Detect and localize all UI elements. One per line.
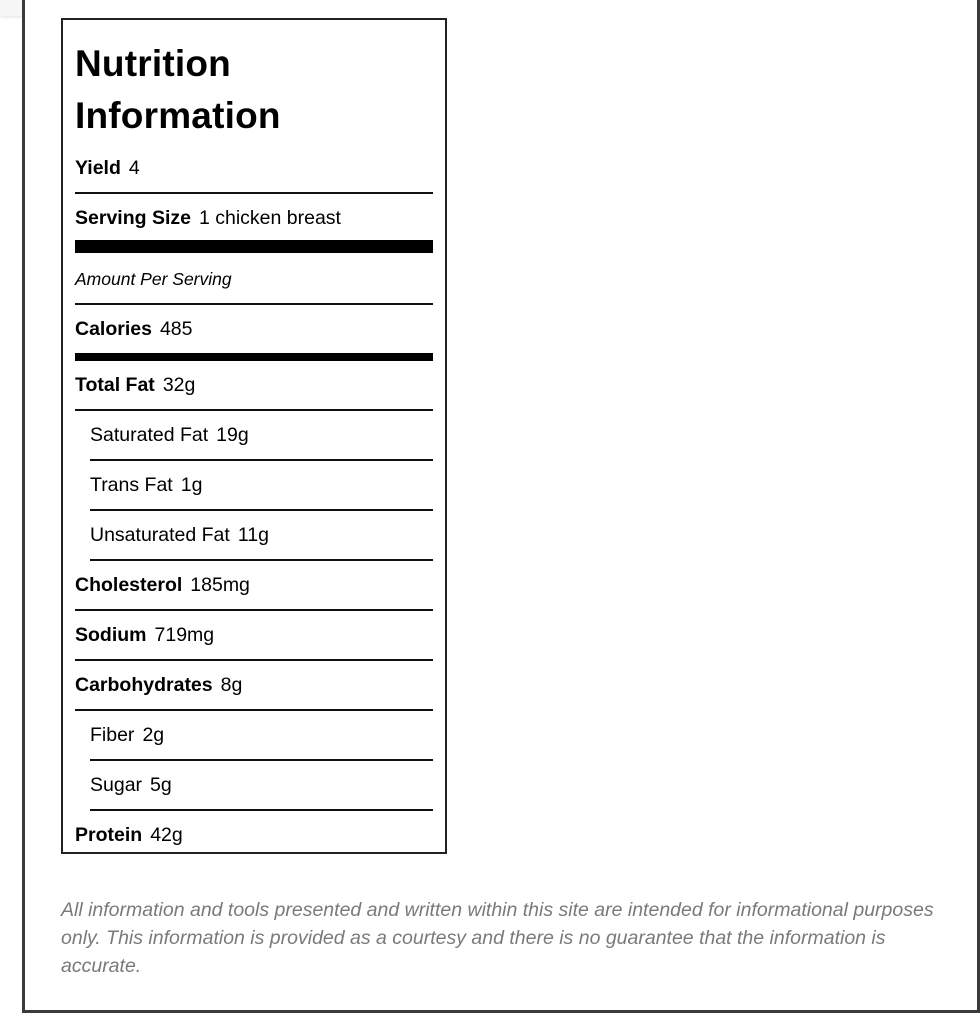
amount-per-serving <box>75 253 433 305</box>
protein-label: Protein <box>75 824 143 846</box>
yield-row <box>75 148 433 194</box>
total-fat-value: 32g <box>162 374 196 396</box>
nutrition-title <box>75 38 433 142</box>
serving-size-row <box>75 194 433 253</box>
nutrition-title-line2: Information <box>75 95 281 136</box>
fiber-row <box>90 711 433 761</box>
saturated-fat-row <box>90 411 433 461</box>
cholesterol-value: 185mg <box>190 574 250 596</box>
cholesterol-label: Cholesterol <box>75 574 183 596</box>
yield-value: 4 <box>128 157 140 179</box>
fiber-value: 2g <box>142 724 165 746</box>
cholesterol-row <box>75 561 433 611</box>
serving-size-value: 1 chicken breast <box>198 207 341 229</box>
total-fat-row <box>75 361 433 411</box>
trans-fat-value: 1g <box>180 474 203 496</box>
calories-value: 485 <box>159 318 193 340</box>
unsaturated-fat-value: 11g <box>237 524 269 546</box>
total-fat-label: Total Fat <box>75 374 155 396</box>
carbohydrates-label: Carbohydrates <box>75 674 213 696</box>
serving-size-label: Serving Size <box>75 207 191 229</box>
saturated-fat-value: 19g <box>216 424 249 446</box>
unsaturated-fat-row <box>90 511 433 561</box>
sugar-label: Sugar <box>90 774 143 796</box>
sugar-value: 5g <box>150 774 172 796</box>
fiber-label: Fiber <box>90 724 135 746</box>
nutrition-title-line1: Nutrition <box>75 43 231 84</box>
carbohydrates-value: 8g <box>220 674 243 696</box>
amount-per-serving-text: Amount Per Serving <box>75 269 232 289</box>
protein-value: 42g <box>150 824 183 846</box>
nutrition-label <box>61 18 447 854</box>
sodium-value: 719mg <box>154 624 215 646</box>
sugar-row <box>90 761 433 811</box>
calories-row <box>75 305 433 361</box>
carbohydrates-row <box>75 661 433 711</box>
saturated-fat-label: Saturated Fat <box>90 424 209 446</box>
protein-row <box>75 811 433 859</box>
yield-label: Yield <box>75 157 121 179</box>
sodium-label: Sodium <box>75 624 147 646</box>
recipe-card <box>22 0 980 1013</box>
sodium-row <box>75 611 433 661</box>
calories-label: Calories <box>75 318 152 340</box>
disclaimer-text: All information and tools presented and written within this site are intended for informational purposes only. This information is provided as a courtesy and there is no guarantee that the information is accurate. <box>61 899 934 977</box>
trans-fat-row <box>90 461 433 511</box>
unsaturated-fat-label: Unsaturated Fat <box>90 524 230 546</box>
trans-fat-label: Trans Fat <box>90 474 173 496</box>
